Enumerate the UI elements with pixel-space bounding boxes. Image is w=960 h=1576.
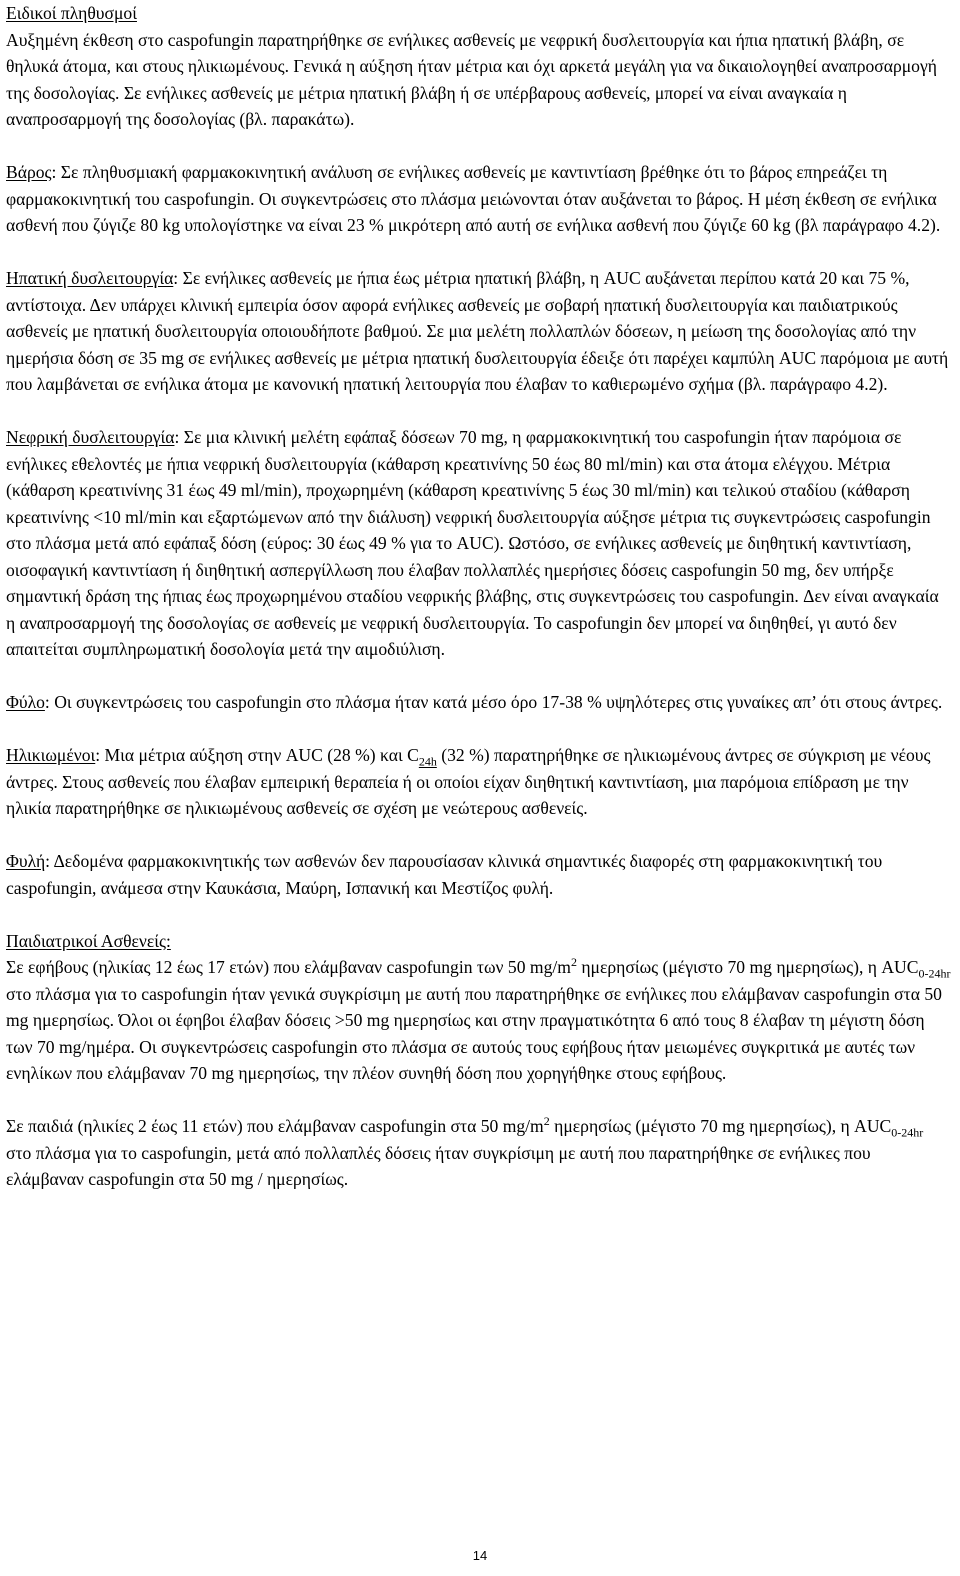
intro-paragraph: Αυξημένη έκθεση στο caspofungin παρατηρήθηκε σε ενήλικες ασθενείς με νεφρική δυσλειτουργία και ήπια ηπατική βλάβη, σε θηλυκά άτομα, και στους ηλικιωμένους. Γενικά η αύξηση ήταν μέτρια και όχι αρκετά μεγάλη για να δικαιολογηθεί αναπροσαρμογή της δοσολογίας. Σε ενήλικες ασθενείς με μέτρια ηπατική βλάβη ή σε υπέρβαρους ασθενείς, μπορεί να είναι αναγκαία η αναπροσαρμογή της δοσολογίας (βλ. παρακάτω). — [6, 29, 937, 129]
pediatric-p1-b: ημερησίως (μέγιστο 70 mg ημερησίως), η AUC — [576, 957, 919, 977]
spacer — [6, 822, 951, 849]
pediatric-p2-sub: 0-24hr — [891, 1125, 924, 1140]
pediatric-p2-c: στο πλάσμα για το caspofungin, μετά από πολλαπλές δόσεις ήταν συγκρίσιμη με αυτή που παρατηρήθηκε σε ενήλικες που ελάμβαναν caspofungin στα 50 mg / ημερησίως. — [6, 1142, 871, 1189]
hepatic-paragraph — [6, 265, 951, 398]
renal-paragraph — [6, 424, 951, 663]
pediatric-p2-sup: 2 — [543, 1114, 550, 1129]
hepatic-text: : Σε ενήλικες ασθενείς με ήπια έως μέτρια ηπατική βλάβη, η AUC αυξάνεται περίπου κατά 20 και 75 %, αντίστοιχα. Δεν υπάρχει κλινική εμπειρία όσον αφορά ενήλικες ασθενείς με σοβαρή ηπατική δυσλειτουργία και παιδιατρικούς ασθενείς με ηπατική δυσλειτουργία οποιουδήποτε βαθμού. Σε μια μελέτη πολλαπλών δόσεων, η μείωση της δοσολογίας από την ημερήσια δόση σε 35 mg σε ενήλικες ασθενείς με μέτρια ηπατική δυσλειτουργία έδειξε ότι παρέχει καμπύλη AUC παρόμοια με αυτή που λαμβάνεται σε ενήλικα άτομα με κανονική ηπατική λειτουργία που έλαβαν το καθιερωμένο σχήμα (βλ. παράγραφο 4.2). — [6, 268, 949, 394]
pediatric-adolescents-paragraph — [6, 954, 951, 1087]
elderly-subscript: 24h — [418, 754, 437, 769]
hepatic-label: Ηπατική δυσλειτουργία — [6, 268, 174, 288]
gender-paragraph — [6, 689, 951, 716]
spacer — [6, 716, 951, 743]
spacer — [6, 398, 951, 425]
pediatric-p1-a: Σε εφήβους (ηλικίας 12 έως 17 ετών) που ελάμβαναν caspofungin των 50 mg/m — [6, 957, 571, 977]
spacer — [6, 133, 951, 160]
pediatric-p1-sub: 0-24hr — [918, 966, 951, 981]
document-page — [6, 0, 951, 1193]
race-text: : Δεδομένα φαρμακοκινητικής των ασθενών δεν παρουσίασαν κλινικά σημαντικές διαφορές στη φαρμακοκινητική του caspofungin, ανάμεσα στην Καυκάσια, Μαύρη, Ισπανική και Μεστίζος φυλή. — [6, 851, 883, 898]
renal-label: Νεφρική δυσλειτουργία — [6, 427, 175, 447]
pediatric-children-paragraph — [6, 1113, 951, 1193]
weight-paragraph — [6, 159, 951, 239]
elderly-text-before: : Μια μέτρια αύξηση στην AUC (28 %) και C — [95, 745, 419, 765]
weight-label: Βάρος — [6, 162, 52, 182]
spacer — [6, 1087, 951, 1114]
heading-special-populations: Ειδικοί πληθυσμοί — [6, 3, 137, 23]
pediatric-heading — [6, 928, 951, 955]
elderly-paragraph — [6, 742, 951, 822]
spacer — [6, 663, 951, 690]
page-number: 14 — [472, 1548, 488, 1563]
gender-label: Φύλο — [6, 692, 45, 712]
pediatric-p1-c: στο πλάσμα για το caspofungin ήταν γενικά συγκρίσιμη με αυτή που παρατηρήθηκε σε ενήλικες που ελάμβαναν caspofungin στα 50 mg ημερησίως. Όλοι οι έφηβοι έλαβαν δόσεις >50 mg ημερησίως και στην πραγματικότητα 6 από τους 8 έλαβαν τη μέγιστη δόση των 70 mg/ημέρα. Οι συγκεντρώσεις caspofungin στο πλάσμα σε αυτούς τους εφήβους ήταν μειωμένες συγκριτικά με αυτές των ενηλίκων που ελάμβαναν 70 mg ημερησίως, την πλέον συνηθή δόση που χορηγήθηκε στους εφήβους. — [6, 983, 942, 1083]
elderly-label: Ηλικιωμένοι — [6, 745, 96, 765]
weight-text: : Σε πληθυσμιακή φαρμακοκινητική ανάλυση σε ενήλικες ασθενείς με καντιντίαση βρέθηκε ότι το βάρος επηρεάζει τη φαρμακοκινητική του caspofungin. Οι συγκεντρώσεις στο πλάσμα μειώνονται όταν αυξάνεται το βάρος. Η μέση έκθεση σε ενήλικα ασθενή που ζύγιζε 80 kg υπολογίστηκε να είναι 23 % μικρότερη από αυτή σε ενήλικα ασθενή που ζύγιζε 60 kg (βλ παράγραφο 4.2). — [6, 162, 941, 235]
spacer — [6, 901, 951, 928]
renal-text: : Σε μια κλινική μελέτη εφάπαξ δόσεων 70 mg, η φαρμακοκινητική του caspofungin ήταν παρόμοια σε ενήλικες εθελοντές με ήπια νεφρική δυσλειτουργία (κάθαρση κρεατινίνης 50 έως 80 ml/min) και στα άτομα ελέγχου. Μέτρια (κάθαρση κρεατινίνης 31 έως 49 ml/min), προχωρημένη (κάθαρση κρεατινίνης 5 έως 30 ml/min) και τελικού σταδίου (κάθαρση κρεατινίνης <10 ml/min και εξαρτώμενων από την διάλυση) νεφρική δυσλειτουργία αύξησε μέτρια τις συγκεντρώσεις caspofungin στο πλάσμα μετά από εφάπαξ δόση (εύρος: 30 έως 49 % για το AUC). Ωστόσο, σε ενήλικες ασθενείς με διηθητική καντιντίαση, οισοφαγική καντιντίαση ή διηθητική ασπεργίλλωση που έλαβαν πολλαπλές ημερήσιες δόσεις caspofungin 50 mg, δεν υπήρξε σημαντική δράση της ήπιας έως προχωρημένου σταδίου νεφρικής βλάβης, στις συγκεντρώσεις του caspofungin. Δεν είναι αναγκαία η αναπροσαρμογή της δοσολογίας σε ασθενείς με νεφρική δυσλειτουργία. Το caspofungin δεν μπορεί να διηθηθεί, γι αυτό δεν απαιτείται συμπληρωματική δοσολογία μετά την αιμοδιύλιση. — [6, 427, 939, 659]
pediatric-label: Παιδιατρικοί Ασθενείς: — [6, 930, 171, 951]
spacer — [6, 239, 951, 266]
pediatric-p1-sup: 2 — [570, 955, 577, 970]
race-paragraph — [6, 848, 951, 901]
pediatric-p2-a: Σε παιδιά (ηλικίες 2 έως 11 ετών) που ελάμβαναν caspofungin στα 50 mg/m — [6, 1116, 544, 1136]
gender-text: : Οι συγκεντρώσεις του caspofungin στο πλάσμα ήταν κατά μέσο όρο 17-38 % υψηλότερες στις γυναίκες απ’ ότι στους άντρες. — [44, 692, 943, 712]
section-heading — [6, 0, 951, 27]
elderly-text-after: (32 %) παρατηρήθηκε σε ηλικιωμένους άντρες σε σύγκριση με νέους άντρες. Στους ασθενείς που έλαβαν εμπειρική θεραπεία ή οι οποίοι είχαν διηθητική καντιντίαση, μια παρόμοια επίδραση με την ηλικία παρατηρήθηκε σε ηλικιωμένους ασθενείς σε σχέση με νεώτερους ασθενείς. — [6, 745, 931, 818]
pediatric-p2-b: ημερησίως (μέγιστο 70 mg ημερησίως), η AUC — [549, 1116, 892, 1136]
race-label: Φυλή — [6, 851, 46, 871]
